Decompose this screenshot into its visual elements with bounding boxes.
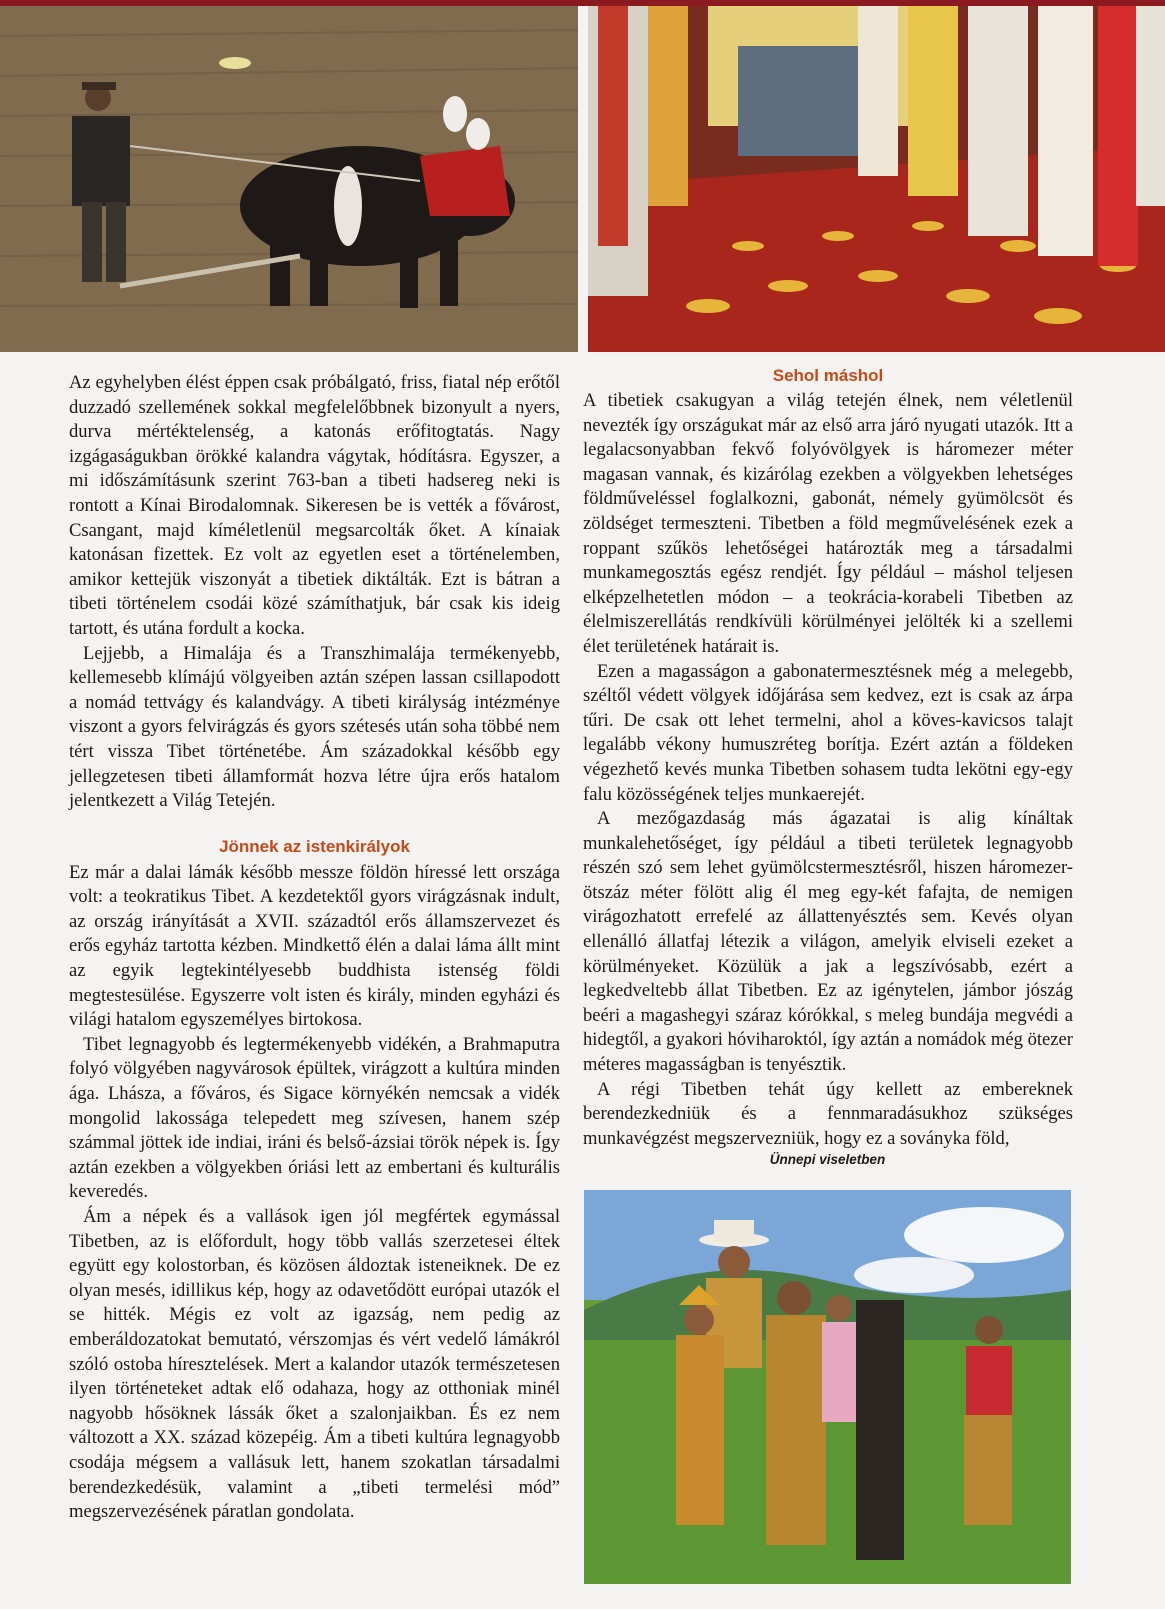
yak-ploughing-photo (0, 6, 578, 352)
left-paragraph-1: Az egyhelyben élést éppen csak próbálgató, friss, fiatal nép erőtől duzzadó szellemének sokkal megfelelőbbnek bizonyult a nyers, durva mértéktelenség, a katonás erőfitogtatás. Nagy izgágaságukban örökké kalandra vágytak, hódításra. Egyszer, a mi időszámításunk szerint 763-ban a tibeti hadsereg neki is rontott a Kínai Birodalomnak. Sikeresen be is vették a fővárost, Csangant, majd kíméletlenül megsarcolták őket. A kínaiak katonásan fizettek. Ez volt az egyetlen eset a történelemben, amikor kettejük viszonyát a tibetiek diktálták. Ezt is bátran a tibeti történelem csodái közé számíthatjuk, bár csak kis ideig tartott, és utána fordult a kocka. (69, 372, 560, 639)
right-paragraph-4: A régi Tibetben tehát úgy kellett az embereknek berendezkedniük és a fennmaradásukhoz szükséges munkavégzést megszervezniük, hogy ez a soványka föld, (583, 1078, 1073, 1149)
left-text-column (69, 371, 560, 1525)
right-paragraph-3: A mezőgazdaság más ágazatai is alig kínáltak munkalehetőséget, így például a tibeti területek legnagyobb részén szó sem lehet gyümölcstermesztésről, hiszen háromezer-ötszáz méter fölött alig él meg egy-két fafajta, de nemigen virágozhatott errefelé az állattenyésztés sem. Kevés olyan ellenálló állatfaj létezik a világon, amelyik elviseli ezeket a körülményeket. Közülük a jak a legszívósabb, ezért a legkedveltebb állat Tibetben. Ez az igénytelen, jámbor jószág beéri a magashegyi száraz kórókkal, s meleg bundája megvédi a hidegtől, a gyakori hóviharoktól, így aztán a nomádok még ötezer méteres magasságban is tenyésztik. (583, 808, 1074, 1076)
right-paragraph-2: Ezen a magasságon a gabonatermesztésnek még a melegebb, széltől védett völgyek időjárása sem kedvez, ezt is csak az árpa tűri. De csak ott lehet termelni, ahol a köves-kavicsos talajt legalább vékony humuszréteg borítja. Ezért aztán a földeken végezhető kevés munka Tibetben sohasem tudta lekötni egy-egy falu közösségének teljes munkaerejét. (583, 660, 1073, 805)
left-paragraph-2: Lejjebb, a Himalája és a Transzhimalája termékenyebb, kellemesebb klímájú völgyeiben aztán szépen lassan csillapodott a nomád tettvágy és kalandvágy. A tibeti királyság intézménye viszont a gyors felvirágzás és gyors szétesés után soha többé nem tért vissza Tibet történetébe. Ám századokkal később egy jellegzetesen tibeti államformát hozva létre újra erős hatalom jelentkezett a Világ Tetején. (69, 642, 560, 812)
photo-caption: Ünnepi viseletben (769, 1152, 886, 1167)
left-paragraph-3: Ez már a dalai lámák később messze földön híressé lett országa volt: a teokratikus Tibet. A kezdetektől gyors virágzásnak indult, az ország irányítását a XVII. századtól erős államszervezet és erős egyház tartotta kézben. Mindkettő élén a dalai láma állt mint az egyik legtekintélyesebb buddhista istenség földi megtestesülése. Egyszerre volt isten és király, minden egyházi és világi hatalom egyszemélyes birtokosa. (69, 861, 560, 1031)
left-paragraph-4: Tibet legnagyobb és legtermékenyebb vidékén, a Brahmaputra folyó völgyében nagyvárosok épültek, virágzott a kultúra minden ága. Lhásza, a főváros, és Sigace környékén nemcsak a vidék mongolid lakossága telepedett meg szívesen, hanem szép számmal jöttek ide indiai, iráni és belső-ázsiai török népek is. Így aztán ezekben a völgyekben óriási lett az embertani és kulturális keveredés. (69, 1033, 560, 1203)
right-paragraph-1: A tibetiek csakugyan a világ tetején élnek, nem véletlenül nevezték így országukat már az első arra járó nyugati utazók. Itt a legalacsonyabban fekvő folyóvölgyek is háromezer méter magasan vannak, és kizárólag ezekben a völgyekben lehetséges földműveléssel foglalkozni, gabonát, némely gyümölcsöt és zöldséget termeszteni. Tibetben a föld megművelésének ezek a roppant szűkös lehetőségei határozták meg a társadalmi munkamegosztás egész rendjét. Így például – máshol teljesen elképzelhetetlen módon – a teokrácia-korabeli Tibetben az élelmiszerellátás rendkívüli körülményei jelölték ki a szellemi élet területének határait is. (583, 390, 1073, 657)
section-heading-sehol-mashol: Sehol máshol (772, 366, 884, 385)
section-heading-istenkiralyok: Jönnek az istenkirályok (219, 836, 410, 856)
monastery-hall-photo (588, 6, 1165, 352)
children-in-festive-dress-photo (584, 1190, 1071, 1584)
right-text-column (583, 366, 1074, 1151)
left-paragraph-5: Ám a népek és a vallások igen jól megfértek egymással Tibetben, az is előfordult, hogy több vallás szerzetesei éltek együtt egy kolostorban, és közösen áldoztak isteneiknek. De ez olyan mesés, idillikus kép, hogy az odavetődött európai utazók el se hitték. Mégis ez volt az igazság, nem pedig az emberáldozatokat bemutató, vérszomjas és vért vedelő lámákról szóló ostoba híresztelések. Mert a kalandor utazók természetesen ilyen történeteket adtak elő odahaza, hogy az otthoniak minél nagyobb hősöknek lássák őket a szalonjaikban. És ez nem változott a XX. század közepéig. Ám a tibeti kultúra legnagyobb csodája mégsem a vallásuk lett, hanem szokatlan társadalmi berendezkedésük, valamint a „tibeti termelési mód” megszervezésének páratlan gondolata. (69, 1206, 560, 1523)
